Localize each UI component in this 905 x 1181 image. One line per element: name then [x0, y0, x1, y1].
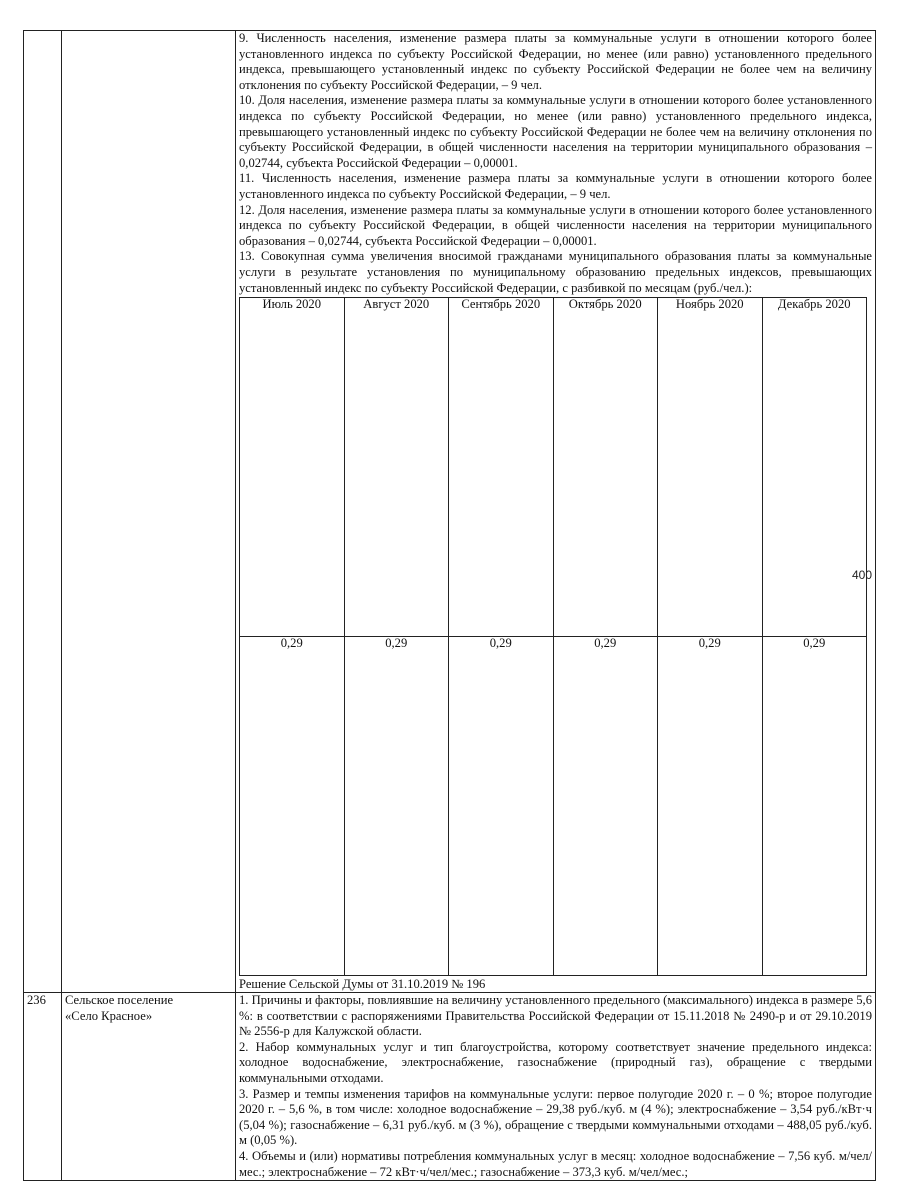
decision-reference: Решение Сельской Думы от 31.10.2019 № 196 — [239, 977, 486, 992]
paragraph-1: 1. Причины и факторы, повлиявшие на величину установленного предельного (максимального) индекса в размере 5,6 %: в соответствии с распоряжениями Правительства Российской Федерации от 15.11.2018 № 2490-р и от 29.10.2019 № 2556-р для Калужской области. — [239, 993, 872, 1039]
month-value: 0,29 — [553, 637, 658, 976]
index-table — [23, 30, 876, 1181]
month-label: Июль 2020 — [240, 298, 345, 637]
paragraph-13: 13. Совокупная сумма увеличения вносимой гражданами муниципального образования платы за коммунальные услуги в результате установления по муниципальному образованию предельных индексов, превышающих установленный индекс по субъекту Российской Федерации, с разбивкой по месяцам (руб./чел.): — [239, 249, 872, 295]
paragraph-12: 12. Доля населения, изменение размера платы за коммунальные услуги в отношении которого более установленного индекса по субъекту Российской Федерации, в общей численности населения на территории муниципального образования – 0,02744, субъекта Российской Федерации – 0,00001. — [239, 202, 872, 248]
cell-number-empty — [24, 31, 62, 993]
months-header-row — [240, 298, 867, 637]
page-number: 400 — [852, 568, 873, 582]
settlement-name — [62, 993, 236, 1181]
cell-details-previous — [236, 31, 876, 993]
cell-settlement-empty — [62, 31, 236, 993]
paragraph-11: 11. Численность населения, изменение размера платы за коммунальные услуги в отношении которого более установленного индекса по субъекту Российской Федерации, – 9 чел. — [239, 171, 872, 201]
month-label: Ноябрь 2020 — [658, 298, 763, 637]
monthly-amounts-table — [239, 297, 867, 976]
month-value: 0,29 — [762, 637, 867, 976]
document-sheet — [23, 30, 875, 1181]
paragraph-9: 9. Численность населения, изменение размера платы за коммунальные услуги в отношении которого более установленного индекса по субъекту Российской Федерации, но менее (или равно) установленного предельного индекса, превышающего установленный индекс по субъекту Российской Федерации не более чем на величину отклонения по субъекту Российской Федерации, – 9 чел. — [239, 31, 872, 92]
month-label: Сентябрь 2020 — [449, 298, 554, 637]
paragraph-10: 10. Доля населения, изменение размера платы за коммунальные услуги в отношении которого более установленного индекса по субъекту Российской Федерации, но менее (или равно) установленного предельного индекса, превышающего установленный индекс по субъекту Российской Федерации не более чем на величину отклонения по субъекту Российской Федерации, в общей численности населения на территории муниципального образования – 0,02744, субъекта Российской Федерации – 0,00001. — [239, 93, 872, 170]
month-value: 0,29 — [240, 637, 345, 976]
table-row-previous — [24, 31, 876, 993]
month-value: 0,29 — [449, 637, 554, 976]
settlement-name-line2: «Село Красное» — [65, 1008, 153, 1023]
month-value: 0,29 — [658, 637, 763, 976]
month-label: Октябрь 2020 — [553, 298, 658, 637]
settlement-name-line1: Сельское поселение — [65, 993, 174, 1008]
month-label: Август 2020 — [344, 298, 449, 637]
months-value-row — [240, 637, 867, 976]
month-label: Декабрь 2020 — [762, 298, 867, 637]
table-row-236 — [24, 993, 876, 1181]
row-number: 236 — [24, 993, 62, 1181]
paragraph-2: 2. Набор коммунальных услуг и тип благоустройства, которому соответствует значение предельного индекса: холодное водоснабжение, электроснабжение, газоснабжение (природный газ), обращение с твердыми коммунальными отходами. — [239, 1039, 872, 1086]
cell-details-236 — [236, 993, 876, 1181]
paragraph-4: 4. Объемы и (или) нормативы потребления коммунальных услуг в месяц: холодное водоснабжение – 7,56 куб. м/чел/мес.; электроснабжение – 72 кВт·ч/чел/мес.; газоснабжение – 373,3 куб. м/чел/мес.; — [239, 1149, 872, 1179]
month-value: 0,29 — [344, 637, 449, 976]
paragraph-3: 3. Размер и темпы изменения тарифов на коммунальные услуги: первое полугодие 2020 г. – 0 %; второе полугодие 2020 г. – 5,6 %, в том числе: холодное водоснабжение – 29,38 руб./куб. м (4 %); электроснабжение – 3,54 руб./кВт·ч (5,04 %); газоснабжение – 6,31 руб./куб. м (3 %), обращение с твердыми коммунальными отходами – 488,05 руб./куб. м (0,05 %). — [239, 1086, 872, 1148]
